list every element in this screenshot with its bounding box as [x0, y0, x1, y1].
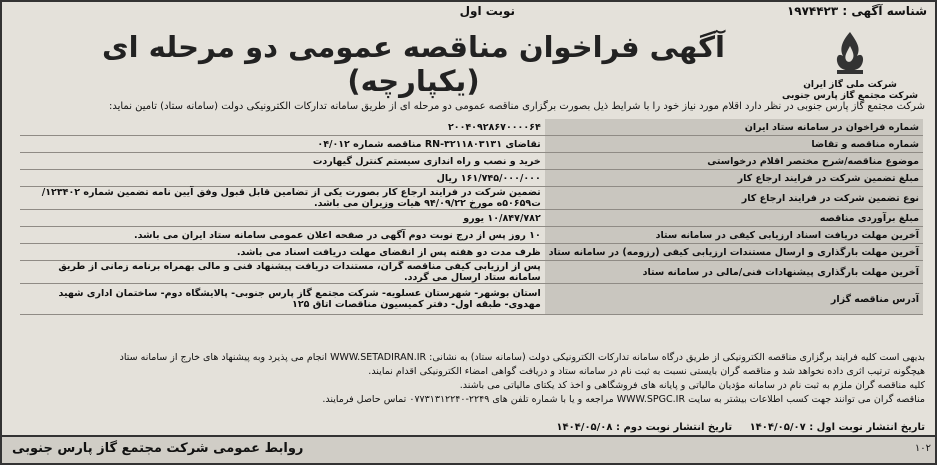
row-value: ۲۰۰۴۰۹۲۸۶۷۰۰۰۰۶۴ — [20, 119, 545, 136]
ad-number: شناسه آگهی : ۱۹۷۴۴۲۳ — [786, 4, 927, 18]
table-row — [20, 170, 923, 187]
row-value: ۱۶۱/۷۴۵/۰۰۰/۰۰۰ ریال — [20, 170, 545, 187]
row-label: آدرس مناقصه گزار — [545, 284, 923, 315]
footer-text: روابط عمومی شرکت مجتمع گاز پارس جنوبی — [12, 441, 304, 456]
table-row — [20, 227, 923, 244]
row-value: تقاضای RN-۳۲۱۱۸۰۳۱۳۱ مناقصه شماره ۰۴/۰۱۲ — [20, 136, 545, 153]
row-label: شماره مناقصه و تقاضا — [545, 136, 923, 153]
note-line: بدیهی است کلیه فرایند برگزاری مناقصه الکترونیکی از طریق درگاه سامانه تدارکات الکترونیکی دولت (سامانه ستاد) به نشانی: WWW.SETADIRAN.IR انجام می پذیرد وبه پیشنهاد های خارج از سامانه ستاد — [119, 352, 925, 363]
flame-logo-icon — [827, 30, 873, 76]
table-row — [20, 210, 923, 227]
row-value: خرید و نصب و راه اندازی سیستم کنترل گیهاردت — [20, 153, 545, 170]
table-row — [20, 284, 923, 315]
row-label: نوع تضمین شرکت در فرایند ارجاع کار — [545, 187, 923, 210]
turn-label: نوبت اول — [459, 4, 515, 18]
second-publish-date: تاریخ انتشار نوبت دوم : ۱۴۰۴/۰۵/۰۸ — [556, 422, 733, 433]
table-row — [20, 119, 923, 136]
intro-paragraph: شرکت مجتمع گاز پارس جنوبی در نظر دارد اقلام مورد نیاز خود را با شرایط ذیل بصورت برگزاری مناقصه عمومی دو مرحله ای از طریق سامانه تدارکات الکترونیکی دولت (سامانه ستاد) تامین نماید: — [108, 101, 925, 112]
row-label: مبلغ برآوردی مناقصه — [545, 210, 923, 227]
tender-info-table — [20, 119, 923, 315]
table-row — [20, 261, 923, 284]
table-row — [20, 187, 923, 210]
row-label: شماره فراخوان در سامانه ستاد ایران — [545, 119, 923, 136]
table-row — [20, 244, 923, 261]
note-line: هیچگونه ترتیب اثری داده نخواهد شد و مناقصه گران بایستی نسبت به ثبت نام در سامانه ستاد و دریافت گواهی امضاء الکترونیکی اقدام نمایند. — [368, 366, 925, 377]
row-label: مبلغ تضمین شرکت در فرایند ارجاع کار — [545, 170, 923, 187]
page-title: آگهی فراخوان مناقصه عمومی دو مرحله ای (یکپارچه) — [102, 30, 725, 98]
page-number: ۱۰۲ — [914, 443, 931, 454]
logo-line-1: شرکت ملی گاز ایران — [803, 80, 897, 90]
row-label: موضوع مناقصه/شرح مختصر اقلام درخواستی — [545, 153, 923, 170]
note-line: کلیه مناقصه گران ملزم به ثبت نام در سامانه مؤدیان مالیاتی و پایانه های فروشگاهی و اخذ کد یکتای مالیاتی می باشند. — [459, 380, 925, 391]
table-row — [20, 153, 923, 170]
header-line — [2, 4, 935, 24]
row-label: آخرین مهلت بارگذاری و ارسال مستندات ارزیابی کیفی (رزومه) در سامانه ستاد — [545, 244, 923, 261]
row-label: آخرین مهلت دریافت اسناد ارزیابی کیفی در سامانه ستاد — [545, 227, 923, 244]
footer-bar — [2, 435, 935, 463]
row-value: پس از ارزیابی کیفی مناقصه گران، مستندات دریافت پیشنهاد فنی و مالی بهمراه برنامه زمانی از طریق سامانه ستاد ارسال می گردد. — [20, 261, 545, 284]
row-value: استان بوشهر- شهرستان عسلویه- شرکت مجتمع گاز پارس جنوبی- پالایشگاه دوم- ساختمان اداری شهید مهدوی- طبقه اول- دفتر کمیسیون مناقصات اتاق ۱۲۵ — [20, 284, 545, 315]
company-logo — [775, 30, 925, 100]
first-publish-date: تاریخ انتشار نوبت اول : ۱۴۰۴/۰۵/۰۷ — [749, 422, 925, 433]
note-line: مناقصه گران می توانند جهت کسب اطلاعات بیشتر به سایت WWW.SPGC.IR مراجعه و یا با شماره تلفن های ۲۲۴۹-۰۷۷۳۱۳۱۲۲۴۰ تماس حاصل فرمایند. — [322, 394, 925, 405]
row-value: تضمین شرکت در فرایند ارجاع کار بصورت یکی از تضامین قابل قبول وفق آیین نامه تضمین شماره ۱۲۳۴۰۲/ت۵۰۶۵۹ه مورخ ۹۴/۰۹/۲۲ هیات وزیران می باشد. — [20, 187, 545, 210]
row-value: ۱۰ روز پس از درج نوبت دوم آگهی در صفحه اعلان عمومی سامانه ستاد ایران می باشد. — [20, 227, 545, 244]
row-value: ۱۰/۸۴۷/۷۸۲ یورو — [20, 210, 545, 227]
row-value: ظرف مدت دو هفته پس از انقضای مهلت دریافت اسناد می باشد. — [20, 244, 545, 261]
publish-dates — [12, 422, 925, 433]
row-label: آخرین مهلت بارگذاری پیشنهادات فنی/مالی در سامانه ستاد — [545, 261, 923, 284]
logo-line-2: شرکت مجتمع گاز پارس جنوبی — [781, 91, 919, 101]
table-row — [20, 136, 923, 153]
notes-section — [12, 351, 925, 407]
